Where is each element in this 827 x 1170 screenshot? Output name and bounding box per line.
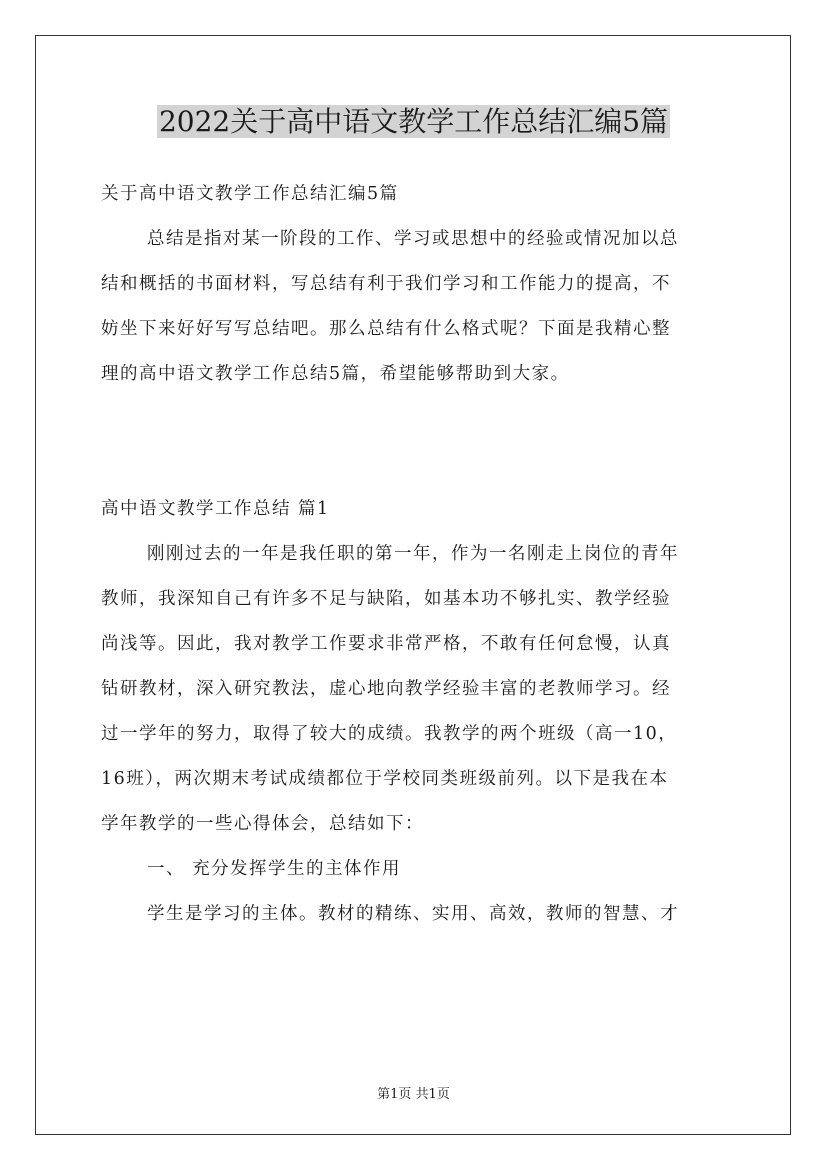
intro-line: 总结是指对某一阶段的工作、学习或思想中的经验或情况加以总 [147,229,679,249]
intro-line: 理的高中语文教学工作总结5篇，希望能够帮助到大家。 [101,364,570,384]
intro-line: 结和概括的书面材料，写总结有利于我们学习和工作能力的提高，不 [101,274,671,294]
document-body [101,172,726,937]
section-line: 过一学年的努力，取得了较大的成绩。我教学的两个班级（高一10， [101,724,678,744]
subtitle: 关于高中语文教学工作总结汇编5篇 [101,184,399,204]
point-heading: 一、 充分发挥学生的主体作用 [147,859,402,879]
paragraph-gap [101,397,726,487]
document-title-text: 2022关于高中语文教学工作总结汇编5篇 [158,105,669,138]
section-line: 教师，我深知自己有许多不足与缺陷，如基本功不够扎实、教学经验 [101,589,671,609]
section-line: 刚刚过去的一年是我任职的第一年，作为一名刚走上岗位的青年 [147,544,679,564]
section-line: 16班），两次期末考试成绩都位于学校同类班级前列。以下是我在本 [101,769,669,789]
page-footer: 第1页 共1页 [377,1087,450,1102]
point-line: 学生是学习的主体。教材的精练、实用、高效，教师的智慧、才 [147,904,679,924]
document-title [0,102,827,142]
intro-line: 妨坐下来好好写写总结吧。那么总结有什么格式呢？下面是我精心整 [101,319,671,339]
section-line: 钻研教材，深入研究教法，虚心地向教学经验丰富的老教师学习。经 [101,679,671,699]
section-heading: 高中语文教学工作总结 篇1 [101,499,330,519]
section-line: 学年教学的一些心得体会，总结如下： [101,814,424,834]
section-line: 尚浅等。因此，我对教学工作要求非常严格，不敢有任何怠慢，认真 [101,634,671,654]
